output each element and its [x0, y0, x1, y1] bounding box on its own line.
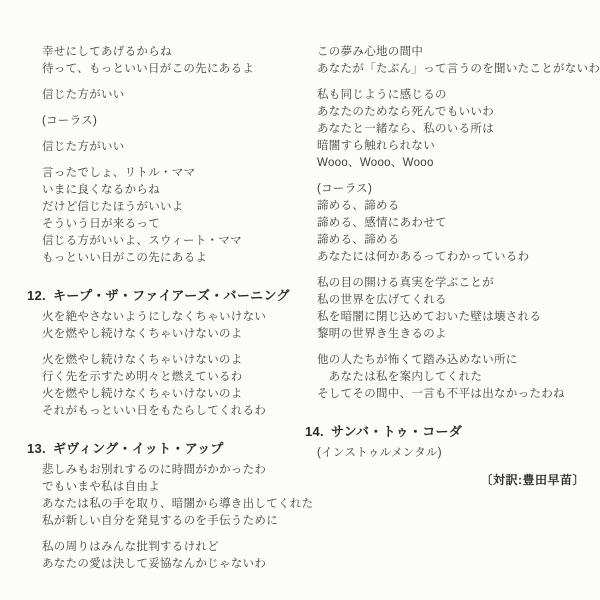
- lyric-line: あなたと一緒なら、私のいる所は: [317, 123, 494, 135]
- track-number: 14.: [305, 424, 324, 439]
- lyric-line: でもいまや私は自由よ: [42, 481, 160, 493]
- lyric-line: 諦める、感情にあわせて: [317, 217, 447, 229]
- lyric-line: 火を燃やし続けなくちゃいけないのよ: [42, 388, 243, 400]
- track-title: キープ・ザ・ファイアーズ・バーニング: [53, 288, 290, 303]
- lyrics-column-right: [305, 44, 600, 488]
- lyric-line: それがもっといい日をもたらしてくれるわ: [42, 405, 267, 417]
- lyric-stanza: [305, 44, 600, 78]
- lyric-line: 私が新しい自分を発見するのを手伝うために: [42, 515, 278, 527]
- lyric-stanza: [27, 352, 302, 420]
- lyric-line: 行く先を示すため明々と燃えているわ: [42, 371, 243, 383]
- track-title: ギヴィング・イット・アップ: [53, 441, 224, 456]
- lyric-stanza: [305, 445, 587, 462]
- lyric-line: あなたの愛は決して妥協なんかじゃないわ: [42, 558, 267, 570]
- lyric-line: (コーラス): [317, 183, 373, 195]
- lyric-line: あなたが「たぶん」って言うのを聞いたことがないわ: [317, 63, 600, 75]
- lyric-stanza: [27, 165, 302, 267]
- lyric-stanza: [27, 539, 302, 573]
- lyric-line: だけど信じたほうがいいよ: [42, 201, 184, 213]
- lyric-line: あなたのためなら死んでもいいわ: [317, 106, 494, 118]
- lyric-stanza: [27, 462, 314, 530]
- lyric-stanza: [305, 352, 587, 403]
- lyric-line: そしてその間中、一言も不平は出なかったわね: [317, 388, 565, 400]
- lyric-line: 私も同じように感じるの: [317, 89, 447, 101]
- lyric-line: 火を燃やし続けなくちゃいけないのよ: [42, 328, 243, 340]
- lyric-line: 信じる方がいいよ、スウィート・ママ: [42, 235, 242, 247]
- lyric-line: 諦める、諦める: [317, 200, 400, 212]
- lyric-line: いまに良くなるからね: [42, 184, 160, 196]
- lyric-line: あなたは私を案内してくれた: [317, 371, 483, 383]
- lyric-line: 悲しみもお別れするのに時間がかかったわ: [42, 464, 267, 476]
- lyric-stanza: [305, 181, 587, 266]
- lyric-line: (インストゥルメンタル): [317, 447, 442, 459]
- lyrics-column-left: [27, 44, 314, 582]
- track-heading: [305, 422, 587, 441]
- lyric-line: この夢み心地の間中: [317, 46, 424, 58]
- lyric-line: そういう日が来るって: [42, 218, 160, 230]
- lyric-line: 火を絶やさないようにしなくちゃいけない: [42, 311, 267, 323]
- lyric-stanza: [305, 87, 587, 172]
- track-heading: [27, 439, 302, 458]
- lyric-line: 私を暗闇に閉じ込めておいた壁は壊される: [317, 311, 542, 323]
- track-title: サンバ・トゥ・コーダ: [331, 424, 463, 439]
- lyric-line: 私の世界を広げてくれる: [317, 294, 447, 306]
- translator-credit: 〔対訳:豊田早苗〕: [480, 473, 585, 487]
- lyric-line: 私の目の開ける真実を学ぶことが: [317, 277, 494, 289]
- lyric-line: 諦める、諦める: [317, 234, 400, 246]
- lyric-stanza: [27, 309, 302, 343]
- track-number: 13.: [27, 441, 46, 456]
- lyric-stanza: [305, 275, 587, 343]
- lyric-line: もっといい日がこの先にあるよ: [42, 252, 208, 264]
- lyric-line: 暗闇すら触れられない: [317, 140, 435, 152]
- lyric-stanza: [27, 87, 302, 104]
- lyric-line: 待って、もっといい日がこの先にあるよ: [42, 63, 255, 75]
- lyric-line: 私の周りはみんな批判するけれど: [42, 541, 219, 553]
- lyric-line: 黎明の世界き生きるのよ: [317, 328, 447, 340]
- lyric-stanza: [27, 44, 302, 78]
- lyric-line: あなたは私の手を取り、暗闇から導き出してくれた: [42, 498, 314, 510]
- lyric-line: 言ったでしょ、リトル・ママ: [42, 167, 196, 179]
- lyric-line: あなたには何かあるってわかっているわ: [317, 251, 530, 263]
- lyric-stanza: [27, 113, 302, 130]
- lyric-line: 火を燃やし続けなくちゃいけないのよ: [42, 354, 243, 366]
- lyric-stanza: [27, 139, 302, 156]
- track-heading: [27, 286, 302, 305]
- lyric-line: 信じた方がいい: [42, 141, 125, 153]
- lyric-line: 幸せにしてあげるからね: [42, 46, 172, 58]
- lyric-line: (コーラス): [42, 115, 98, 127]
- track-number: 12.: [27, 288, 46, 303]
- lyric-line: Wooo、Wooo、Wooo: [317, 157, 434, 169]
- lyric-line: 信じた方がいい: [42, 89, 125, 101]
- lyric-line: 他の人たちが怖くて踏み込めない所に: [317, 354, 518, 366]
